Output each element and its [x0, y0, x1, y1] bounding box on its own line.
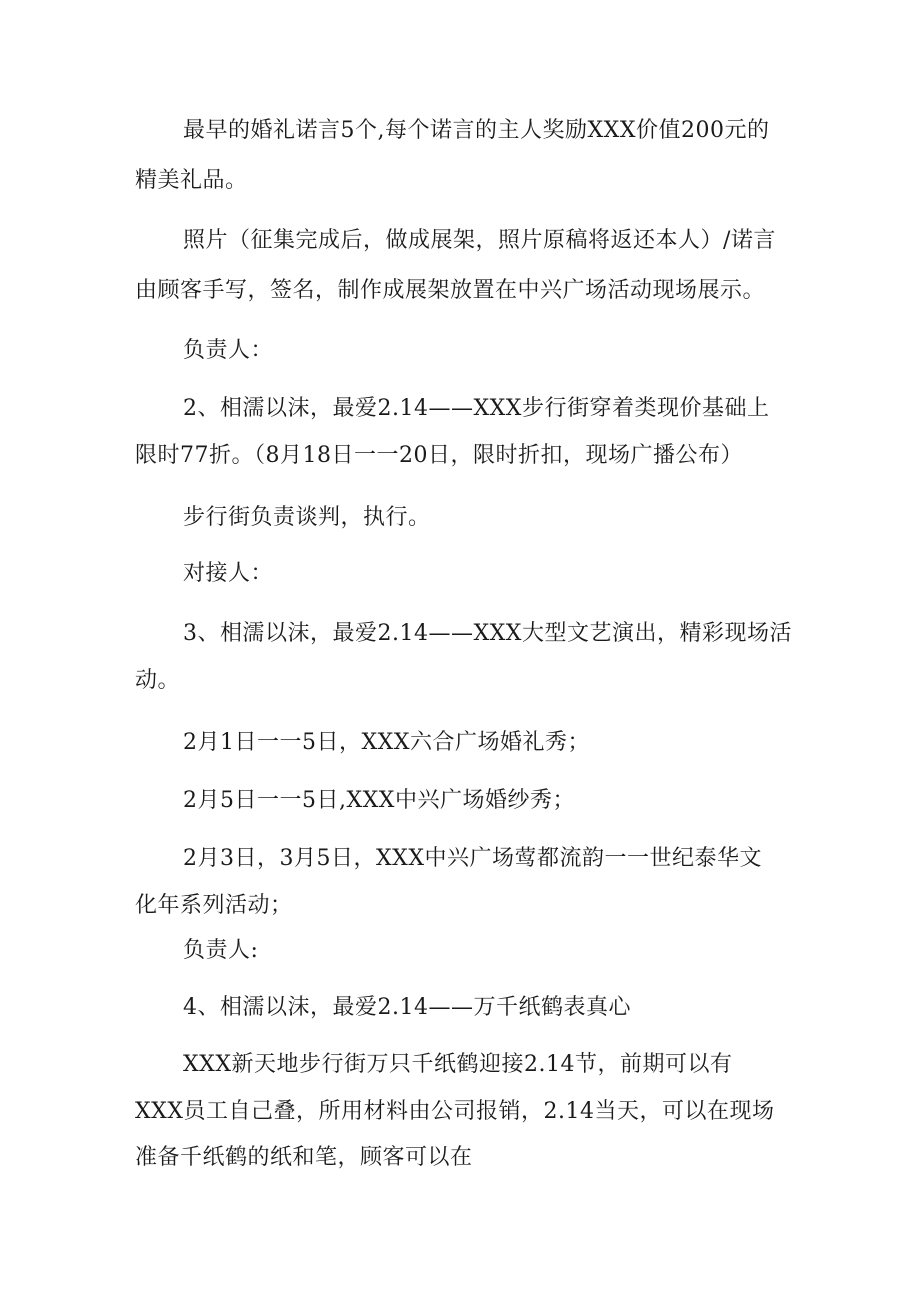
paragraph-line: 对接人：	[183, 561, 274, 586]
paragraph-line: XXX员工自己叠，所用材料由公司报销，2.14当天，可以在现场	[135, 1099, 775, 1124]
paragraph-line: 2、相濡以沫，最爱2.14——XXX步行街穿着类现价基础上	[183, 396, 770, 421]
paragraph-line: 准备千纸鹤的纸和笔，顾客可以在	[135, 1145, 473, 1170]
paragraph-line: 限时77折。（8月18日一一20日，限时折扣，现场广播公布）	[135, 443, 743, 468]
paragraph-line: 动。	[135, 668, 181, 693]
paragraph-line: 步行街负责谈判，执行。	[183, 505, 431, 530]
paragraph-line: 4、相濡以沫，最爱2.14——万千纸鹤表真心	[183, 995, 631, 1020]
paragraph-line: 负责人:	[183, 938, 259, 963]
paragraph-line: 2月3日，3月5日，XXX中兴广场莺都流韵一一世纪泰华文	[183, 846, 762, 871]
paragraph-line: 照片（征集完成后，做成展架，照片原稿将返还本人）/诺言	[183, 228, 776, 253]
paragraph-line: 精美礼品。	[135, 168, 248, 193]
paragraph-line: 2月1日一一5日，XXX六合广场婚礼秀；	[183, 730, 590, 755]
paragraph-line: 化年系列活动；	[135, 893, 293, 918]
paragraph-line: 2月5日一一5日,XXX中兴广场婚纱秀；	[183, 788, 575, 813]
paragraph-line: 3、相濡以沫，最爱2.14——XXX大型文艺演出，精彩现场活	[183, 621, 792, 646]
paragraph-line: 负责人：	[183, 338, 274, 363]
paragraph-line: 由顾客手写，签名，制作成展架放置在中兴广场活动现场展示。	[135, 278, 766, 303]
paragraph-line: 最早的婚礼诺言5个,每个诺言的主人奖励XXX价值200元的	[183, 118, 770, 143]
paragraph-line: XXX新天地步行街万只千纸鹤迎接2.14节，前期可以有	[183, 1052, 733, 1077]
